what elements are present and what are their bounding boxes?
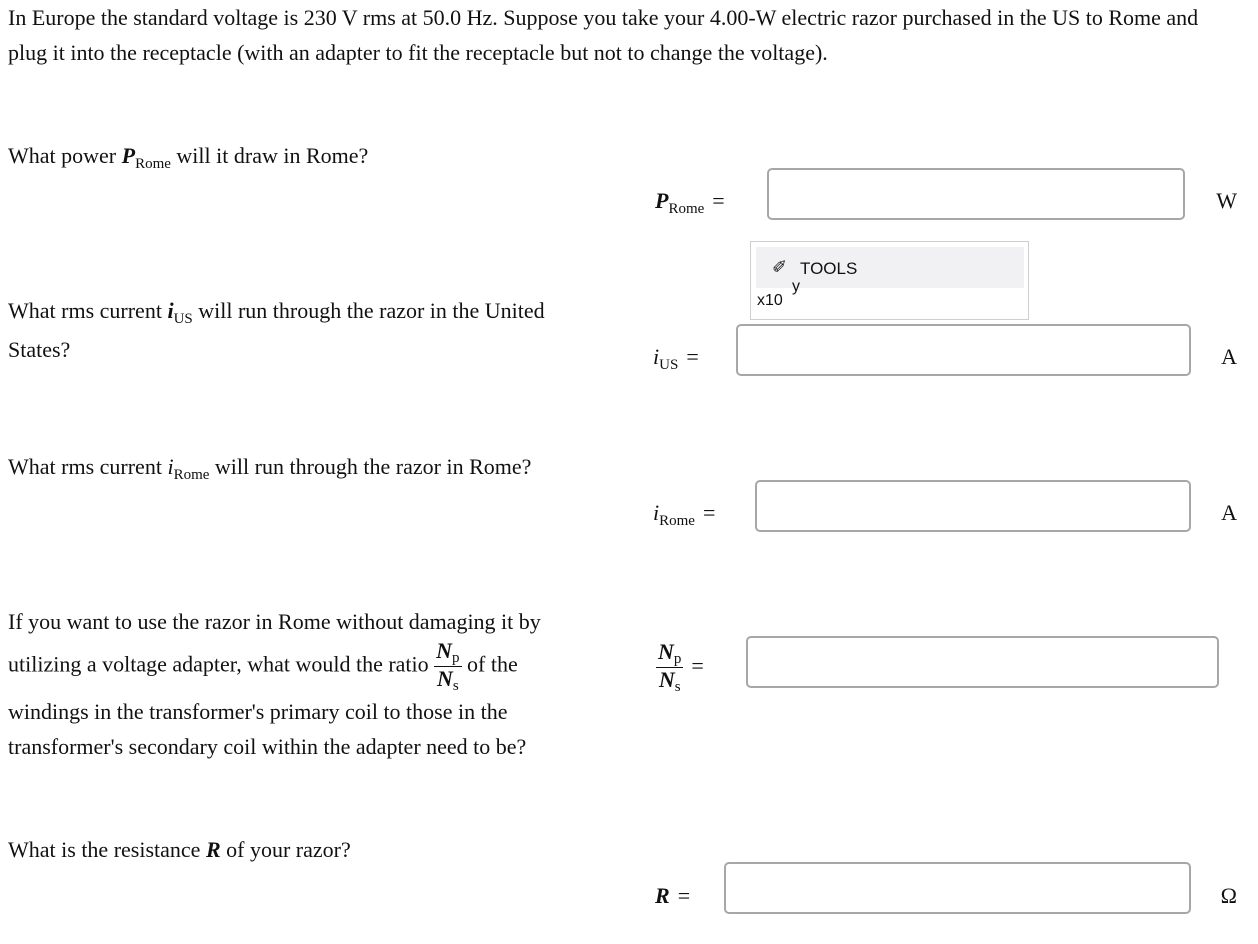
unit-amps-rome: A xyxy=(1221,500,1237,525)
answer-current-rome-input[interactable] xyxy=(755,480,1191,532)
problem-statement: In Europe the standard voltage is 230 V rms at 50.0 Hz. Suppose you take your 4.00-W electric razor purchased in the US to Rome and plug it into the receptacle (with an adapter to fit the receptacle but not to change the voltage). xyxy=(8,5,1199,65)
tools-button[interactable] xyxy=(756,247,1024,295)
unit-amps-us: A xyxy=(1221,344,1237,369)
unit-watts: W xyxy=(1216,188,1237,213)
question-current-us: What rms current $i_{US}$ will run through the razor in the United States? xyxy=(8,298,545,362)
label-current-us: $i_{US}$ = xyxy=(653,344,699,373)
question-resistance: What is the resistance R of your razor? xyxy=(8,837,351,862)
label-current-rome: $i_{Rome}$ = xyxy=(653,500,716,529)
answer-current-us-input[interactable] xyxy=(736,324,1191,376)
ratio-fraction: $\frac{Np}{Ns}$ xyxy=(436,638,460,694)
label-turns-ratio: $\frac{Np}{Ns}$ = xyxy=(658,639,704,695)
tools-label: TOOLS xyxy=(800,259,858,278)
answer-turns-ratio-input[interactable] xyxy=(746,636,1219,688)
answer-resistance-input[interactable] xyxy=(724,862,1191,914)
wrench-icon: ✐ xyxy=(772,257,788,277)
question-turns-ratio: If you want to use the razor in Rome without damaging it by utilizing a voltage adapter, what would the ratio $\frac{Np}{Ns}$ of the windings in the transformer's primary coil to those in the transformer's secondary coil within the adapter need to be? xyxy=(8,609,541,759)
answer-power-rome-input[interactable] xyxy=(767,168,1185,220)
question-power-rome: What power $P_{Rome}$ will it draw in Rome? xyxy=(8,143,369,172)
label-power-rome: $P_{Rome}$ = xyxy=(655,188,725,217)
scientific-notation-button[interactable]: x10 xyxy=(757,292,783,309)
tools-y-label: y xyxy=(792,278,800,295)
tools-panel[interactable] xyxy=(750,241,1029,320)
question-current-rome: What rms current $i_{Rome}$ will run through the razor in Rome? xyxy=(8,454,532,483)
label-resistance: R = xyxy=(655,883,691,908)
unit-ohms: Ω xyxy=(1220,883,1237,908)
